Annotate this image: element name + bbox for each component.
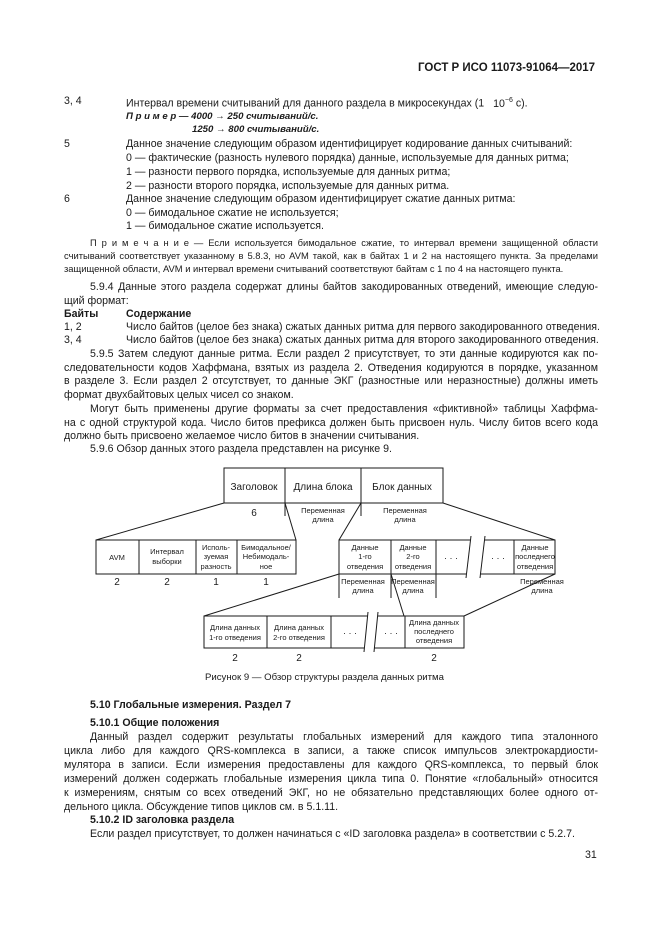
- label-lenlast-3: отведения: [415, 636, 453, 645]
- note-line-3: защищенной области, AVM и интервал времени считываний соответствуют байтам с 1 по 4 на настоящего пункта.: [64, 263, 564, 274]
- label-bimodal-1: Бимодальное/: [241, 543, 291, 552]
- p595-line-1: 5.9.5 Затем следуют данные ритма. Если раздел 2 присутствует, то эти данные кодируются как по-: [90, 348, 598, 360]
- row-text-3-4-unit: 10: [493, 97, 505, 110]
- dlast-var-2: длина: [531, 586, 553, 595]
- d1-var-2: длина: [352, 586, 374, 595]
- row6-line-2: 0 — бимодальное сжатие не используется;: [126, 207, 339, 219]
- label-d2-1: Данные: [399, 543, 427, 552]
- table-header-bytes: Байты: [64, 308, 99, 320]
- label-dlast-2: последнего: [515, 552, 555, 561]
- dots-data-2: · · ·: [491, 553, 505, 563]
- label-len2-1: Длина данных: [273, 623, 325, 632]
- s510-line-3: мулятора в записи. Если измерения предоставлены для каждого QRS-комплекса, то первый блок: [64, 759, 598, 771]
- row-key-6: 6: [64, 193, 70, 205]
- row5-line-2: 0 — фактические (разность нулевого порядка) данные, используемые для данных ритма;: [126, 152, 569, 164]
- label-data-block: Блок данных: [372, 482, 432, 493]
- num-len2: 2: [296, 653, 302, 664]
- section-5-10-2-title: 5.10.2 ID заголовка раздела: [90, 814, 235, 826]
- label-d1-2: 1-го: [358, 552, 372, 561]
- example-line-2: 1250 → 800 считываний/с.: [192, 124, 320, 135]
- table-row-2-key: 3, 4: [64, 334, 82, 346]
- dots-data-1: · · ·: [444, 553, 458, 563]
- row6-line-3: 1 — бимодальное сжатие используется.: [126, 220, 324, 232]
- label-lenlast-2: последнего: [414, 627, 454, 636]
- label-len1-2: 1-го отведения: [209, 633, 261, 642]
- table-row-1-text: Число байтов (целое без знака) сжатых данных ритма для первого закодированного отведения.: [126, 321, 600, 333]
- num-interval: 2: [164, 577, 170, 588]
- row-text-3-4-exp: −6: [504, 97, 513, 104]
- dots-len-2: · · ·: [384, 628, 398, 638]
- d2-var-2: длина: [402, 586, 424, 595]
- s5102-line-1: Если раздел присутствует, то должен начинаться с «ID заголовка раздела» в соответствии с 5.2.7.: [90, 828, 575, 840]
- document-id: ГОСТ Р ИСО 11073-91064—2017: [418, 62, 596, 74]
- label-d1-1: Данные: [351, 543, 379, 552]
- section-5-10-1-title: 5.10.1 Общие положения: [90, 717, 220, 729]
- label-bimodal-2: Небимодаль-: [242, 552, 290, 561]
- p594-line-1: 5.9.4 Данные этого раздела содержат длины байтов закодированных отведений, имеющие следую-: [90, 281, 598, 293]
- cell-len-lead-1: [204, 616, 267, 648]
- label-block-length: Длина блока: [293, 482, 353, 493]
- block-length-var-2: длина: [312, 515, 334, 524]
- table-header-content: Содержание: [126, 308, 192, 320]
- label-header: Заголовок: [230, 482, 278, 493]
- figure-caption: Рисунок 9 — Обзор структуры раздела данных ритма: [205, 672, 444, 683]
- row5-line-3: 1 — разности первого порядка, используемые для данных ритма;: [126, 166, 451, 178]
- d2-var-1: Переменная: [391, 577, 435, 586]
- label-d2-2: 2-го: [406, 552, 420, 561]
- p595-line-2: следовательности кодов Хаффмана, взятых из раздела 2. Отведения кодируются в порядке, указанном: [64, 362, 598, 374]
- label-bimodal-3: ное: [259, 562, 273, 571]
- example-line-1: П р и м е р — 4000 → 250 считываний/с.: [126, 111, 319, 122]
- label-lenlast-1: Длина данных: [408, 618, 460, 627]
- p-other-line-3: должно быть присвоено желаемое число битов в значении считывания.: [64, 430, 420, 442]
- label-interval-2: выборки: [152, 557, 182, 566]
- label-used-3: разность: [200, 562, 232, 571]
- row-text-3-4-unit-end: с).: [515, 97, 528, 110]
- dots-len-1: · · ·: [343, 628, 357, 638]
- header-length-value: 6: [251, 508, 257, 519]
- row5-line-1: Данное значение следующим образом идентифицирует кодирование данных считываний:: [126, 138, 573, 150]
- data-block-var-1: Переменная: [383, 506, 427, 515]
- note-line-1: П р и м е ч а н и е — Если используется бимодальное сжатие, то интервал времени защищенной области: [90, 237, 598, 248]
- dlast-var-1: Переменная: [520, 577, 564, 586]
- s510-line-4: измерений должен содержать глобальные измерения цикла типа 0. Понятие «глобальный» относится: [64, 773, 598, 785]
- label-d1-3: отведения: [346, 562, 384, 571]
- s510-line-6: дельного цикла. Обсуждение типов циклов см. в 5.1.11.: [64, 801, 339, 813]
- p595-line-4: формат двухбайтовых целых чисел со знаком.: [64, 389, 294, 401]
- num-len1: 2: [232, 653, 238, 664]
- label-interval-1: Интервал: [150, 547, 184, 556]
- d1-var-1: Переменная: [341, 577, 385, 586]
- label-dlast-3: отведения: [516, 562, 554, 571]
- table-row-1-key: 1, 2: [64, 321, 82, 333]
- label-len2-2: 2-го отведения: [273, 633, 325, 642]
- s510-line-2: цикла либо для каждого QRS-комплекса в записи, а также список импульсов электрокардиости-: [64, 745, 598, 757]
- label-avm: AVM: [109, 553, 125, 562]
- label-used-2: зуемая: [203, 552, 229, 561]
- num-lenlast: 2: [431, 653, 437, 664]
- cell-len-lead-2: [267, 616, 331, 648]
- p-other-line-1: Могут быть применены другие форматы за счет предоставления «фиктивной» таблицы Хаффма-: [90, 403, 598, 415]
- p595-line-3: в разделе 3. Если раздел 2 отсутствует, то данные ЭКГ (разностные или неразностные) должны иметь: [64, 375, 598, 387]
- p594-line-2: щий формат:: [64, 295, 129, 307]
- num-used: 1: [213, 577, 219, 588]
- p596-line-1: 5.9.6 Обзор данных этого раздела представлен на рисунке 9.: [90, 443, 392, 455]
- p-other-line-2: на с одной структурой кода. Число битов префикса должен быть присвоен нуль. Числу битов всего кода: [64, 417, 598, 429]
- row6-line-1: Данное значение следующим образом идентифицирует сжатие данных ритма:: [126, 193, 516, 205]
- note-line-2: считываний соответствует указанному в 5.8.3, но AVM такой, как в байтах 1 и 2 на настоящего пункта. За пределами: [64, 250, 598, 261]
- label-dlast-1: Данные: [521, 543, 549, 552]
- data-block-var-2: длина: [394, 515, 416, 524]
- s510-line-5: к измерениям, снятым со всех отведений ЭКГ, но не обязательно представляющих более одного от-: [64, 787, 598, 799]
- block-length-var-1: Переменная: [301, 506, 345, 515]
- label-d2-3: отведения: [394, 562, 432, 571]
- row5-line-4: 2 — разности второго порядка, используемые для данных ритма.: [126, 180, 450, 192]
- page-number: 31: [585, 849, 597, 861]
- table-row-2-text: Число байтов (целое без знака) сжатых данных ритма для второго закодированного отведения.: [126, 334, 599, 346]
- num-bimodal: 1: [263, 577, 269, 588]
- label-len1-1: Длина данных: [209, 623, 261, 632]
- s510-line-1: Данный раздел содержит результаты глобальных измерений для каждого типа эталонного: [90, 731, 598, 743]
- section-5-10-title: 5.10 Глобальные измерения. Раздел 7: [90, 699, 292, 711]
- row-text-3-4-main: Интервал времени считываний для данного раздела в микросекундах (1: [126, 97, 485, 110]
- row-key-3-4: 3, 4: [64, 95, 82, 107]
- label-used-1: Исполь-: [202, 543, 230, 552]
- row-key-5: 5: [64, 138, 70, 150]
- num-avm: 2: [114, 577, 120, 588]
